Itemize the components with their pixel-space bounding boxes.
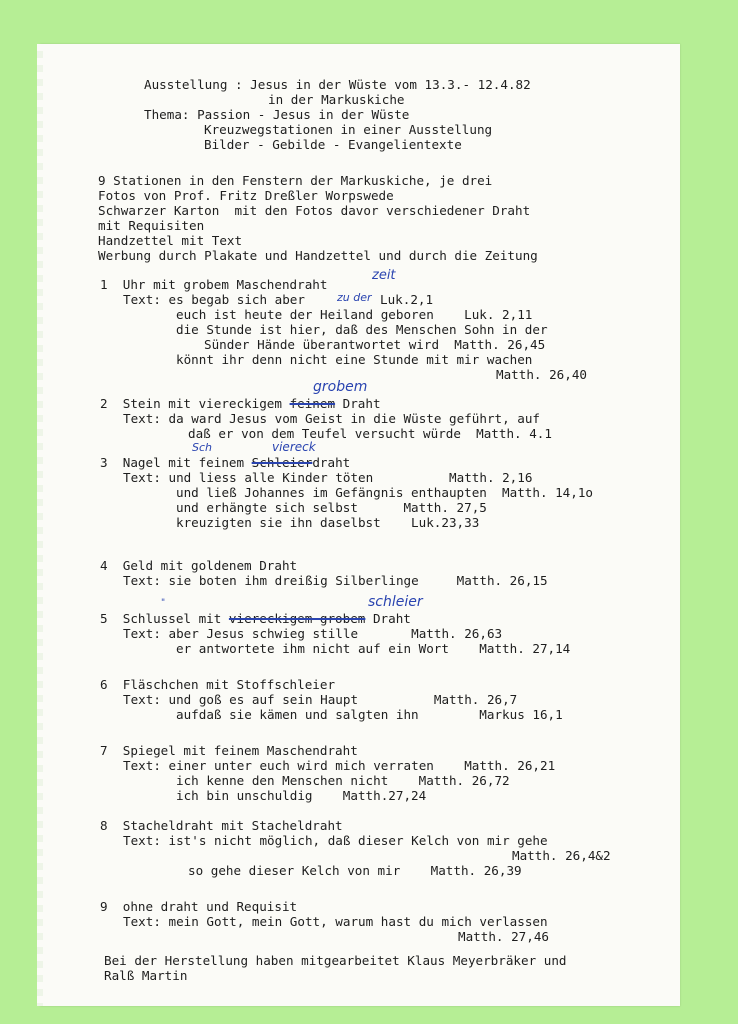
station-3-line: kreuzigten sie ihn daselbst Luk.23,33	[176, 515, 480, 530]
station-7-title: 7 Spiegel mit feinem Maschendraht	[100, 743, 358, 758]
station-8-ref: Matth. 26,4&2	[512, 848, 611, 863]
station-5-title: 5 Schlussel mit viereckigem grobem Draht	[100, 611, 411, 626]
theme-subline-2: Bilder - Gebilde - Evangelientexte	[204, 137, 462, 152]
station-1-line: die Stunde ist hier, daß des Menschen Sohn in der	[176, 322, 548, 337]
exhibition-location: in der Markuskiche	[268, 92, 405, 107]
station-7-line: ich bin unschuldig Matth.27,24	[176, 788, 427, 803]
struck-word: feinem	[289, 396, 336, 411]
station-9-text: Text: mein Gott, mein Gott, warum hast du mich verlassen	[123, 914, 548, 929]
station-1-line: könnt ihr denn nicht eine Stunde mit mir wachen	[176, 352, 533, 367]
station-6-line: aufdaß sie kämen und salgten ihn Markus 16,1	[176, 707, 563, 722]
station-4-title: 4 Geld mit goldenem Draht	[100, 558, 298, 573]
station-5-text: Text: aber Jesus schwieg stille Matth. 26,63	[123, 626, 503, 641]
station-8-line: so gehe dieser Kelch von mir Matth. 26,39	[188, 863, 522, 878]
station-3-line: und erhängte sich selbst Matth. 27,5	[176, 500, 487, 515]
station-3-title: 3 Nagel mit feinem Schleierdraht	[100, 455, 351, 470]
handwritten-note: grobem	[313, 379, 368, 395]
station-4-text: Text: sie boten ihm dreißig Silberlinge Matth. 26,15	[123, 573, 548, 588]
intro-line: Fotos von Prof. Fritz Dreßler Worpswede	[98, 188, 394, 203]
station-2-text: Text: da ward Jesus vom Geist in die Wüste geführt, auf	[123, 411, 541, 426]
station-9-ref: Matth. 27,46	[458, 929, 549, 944]
handwritten-note: "	[161, 598, 166, 608]
station-1-title: 1 Uhr mit grobem Maschendraht	[100, 277, 328, 292]
theme-subline-1: Kreuzwegstationen in einer Ausstellung	[204, 122, 493, 137]
station-6-text: Text: und goß es auf sein Haupt Matth. 26,7	[123, 692, 518, 707]
station-3-line: und ließ Johannes im Gefängnis enthaupten Matth. 14,1o	[176, 485, 594, 500]
station-8-title: 8 Stacheldraht mit Stacheldraht	[100, 818, 343, 833]
handwritten-note: zeit	[372, 268, 396, 283]
struck-word: viereckigem grobem	[228, 611, 366, 626]
station-1-ref: Matth. 26,40	[496, 367, 587, 382]
intro-line: Schwarzer Karton mit den Fotos davor verschiedener Draht	[98, 203, 531, 218]
station-9-title: 9 ohne draht und Requisit	[100, 899, 298, 914]
station-1-ref: Luk.2,1	[380, 292, 434, 307]
credits-line: Ralß Martin	[104, 968, 188, 983]
handwritten-note: schleier	[368, 594, 423, 610]
handwritten-note: Sch	[192, 441, 213, 454]
station-1-line: euch ist heute der Heiland geboren Luk. 2,11	[176, 307, 533, 322]
station-1-line: Sünder Hände überantwortet wird Matth. 26,45	[204, 337, 546, 352]
station-2-line: daß er von dem Teufel versucht würde Matth. 4.1	[188, 426, 552, 441]
station-7-text: Text: einer unter euch wird mich verraten Matth. 26,21	[123, 758, 556, 773]
credits-line: Bei der Herstellung haben mitgearbeitet Klaus Meyerbräker und	[104, 953, 567, 968]
intro-line: Werbung durch Plakate und Handzettel und durch die Zeitung	[98, 248, 538, 263]
station-3-text: Text: und liess alle Kinder töten Matth. 2,16	[123, 470, 533, 485]
station-6-title: 6 Fläschchen mit Stoffschleier	[100, 677, 336, 692]
intro-line: 9 Stationen in den Fenstern der Markuskiche, je drei	[98, 173, 493, 188]
handwritten-note: viereck	[272, 440, 316, 454]
station-5-line: er antwortete ihm nicht auf ein Wort Matth. 27,14	[176, 641, 571, 656]
station-1-text: Text: es begab sich aber	[123, 292, 305, 307]
station-2-title: 2 Stein mit viereckigem feinem Draht	[100, 396, 381, 411]
exhibition-title: Ausstellung : Jesus in der Wüste vom 13.3.- 12.4.82	[144, 77, 531, 92]
theme-line: Thema: Passion - Jesus in der Wüste	[144, 107, 410, 122]
intro-line: Handzettel mit Text	[98, 233, 243, 248]
station-7-line: ich kenne den Menschen nicht Matth. 26,72	[176, 773, 510, 788]
struck-word: Schleier	[251, 455, 313, 470]
intro-line: mit Requisiten	[98, 218, 205, 233]
station-8-text: Text: ist's nicht möglich, daß dieser Kelch von mir gehe	[123, 833, 548, 848]
handwritten-note: zu der	[337, 291, 372, 304]
